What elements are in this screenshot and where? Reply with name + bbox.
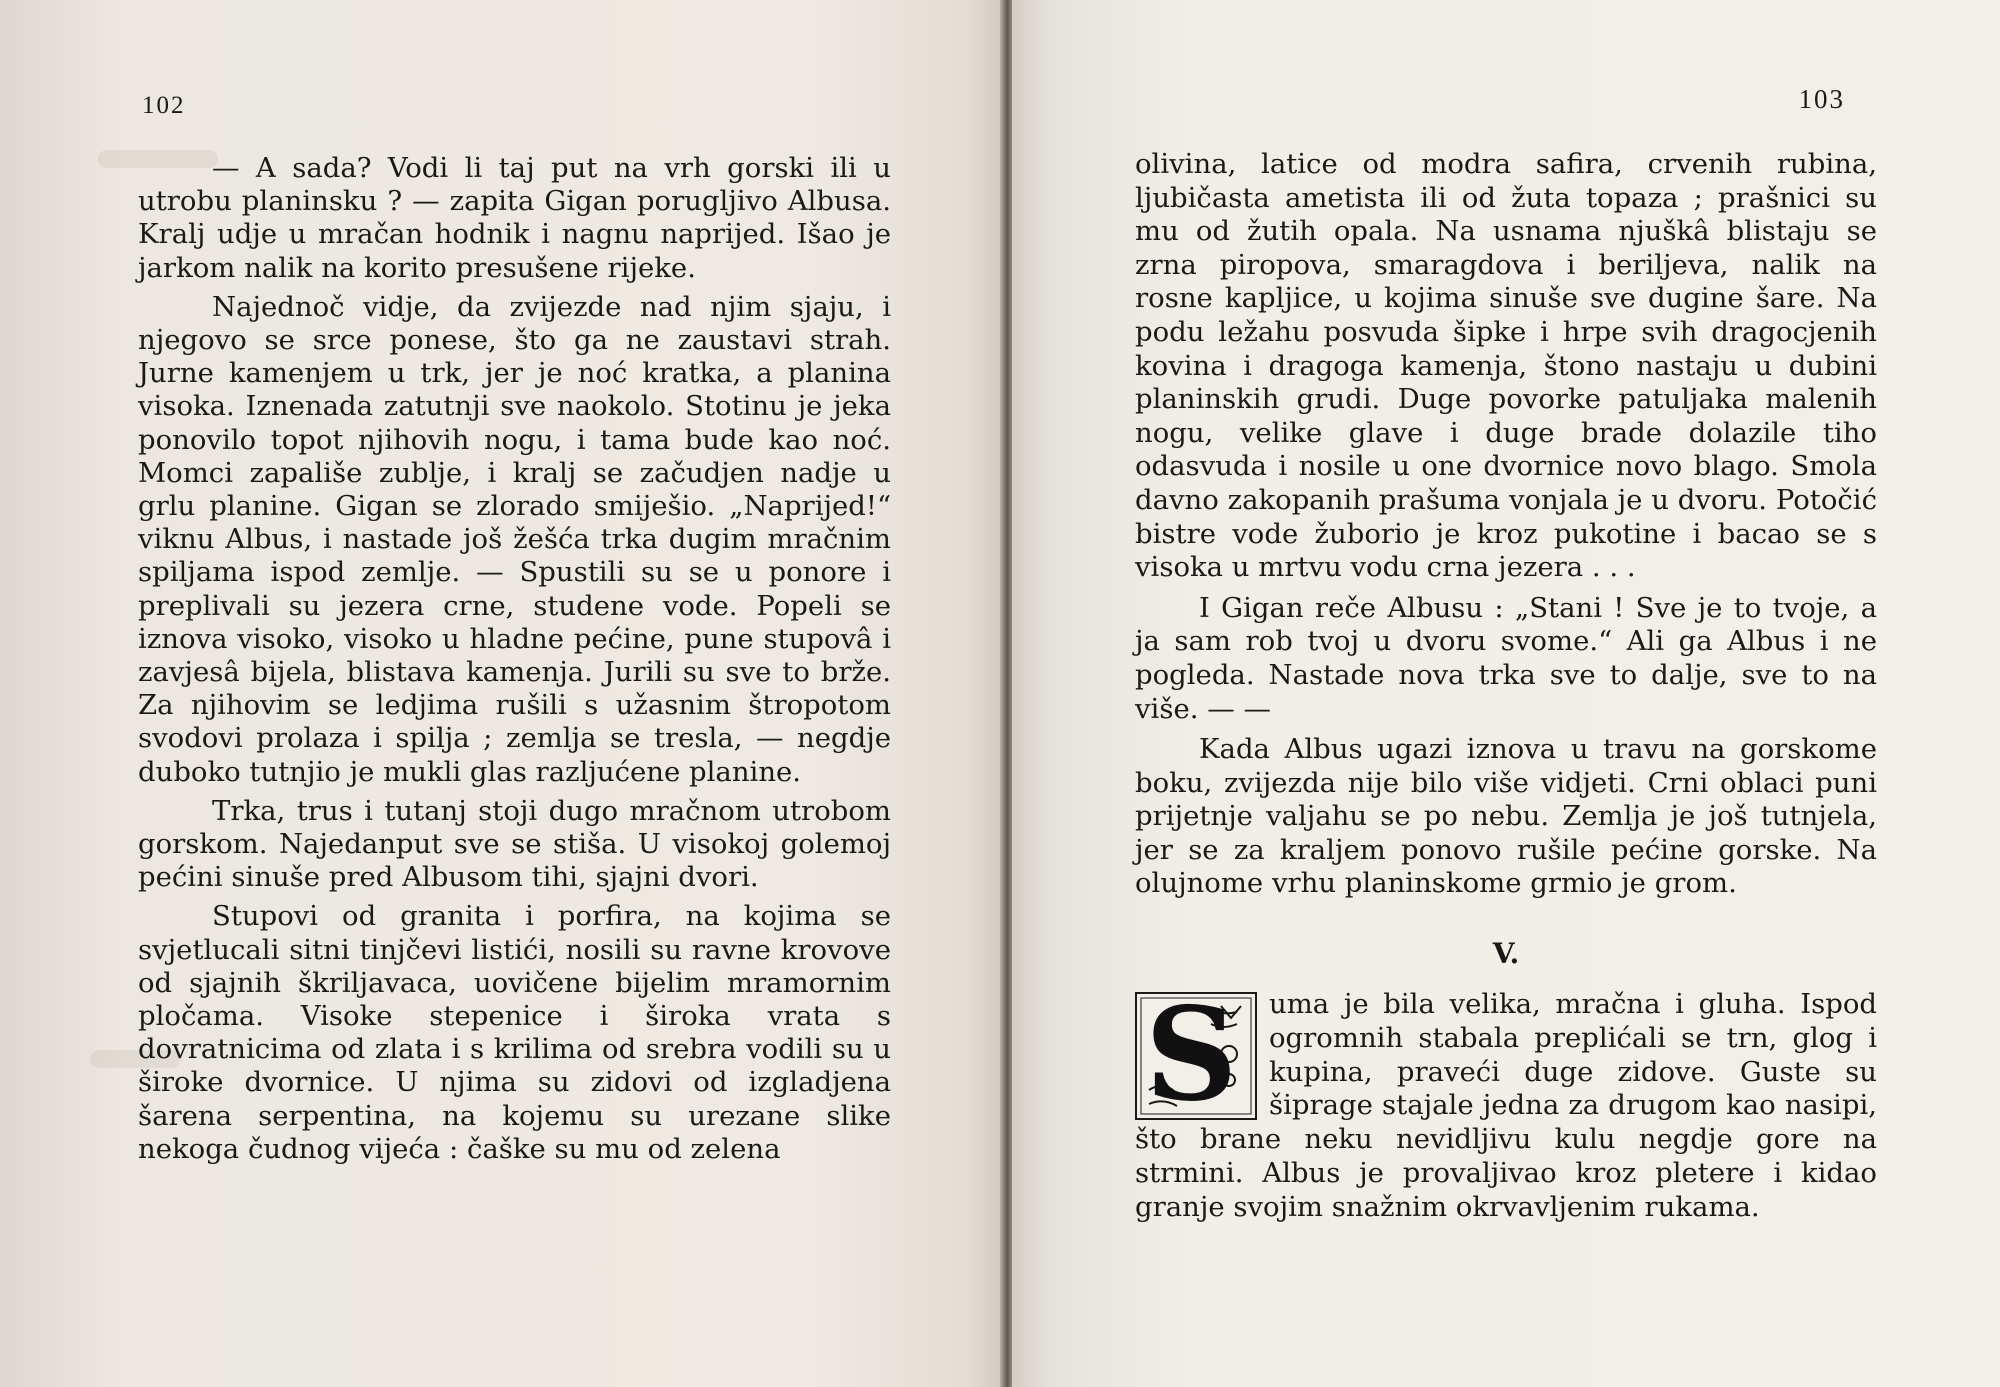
paragraph: Stupovi od granita i porfira, na kojima se svjetlucali sitni tinjčevi listići, nosili su ravne krovove od sjajnih škriljavaca, uovičene bijelim mramornim pločama. Visoke stepenice i široka vrata s dovratnicima od zlata i s krilima od srebra vodili su u široke dvornice. U njima su zidovi od izgladjena šarena serpentina, na kojemu su urezane slike nekoga čudnog vijeća : čaške su mu od zelena xyxy=(138,900,891,1165)
chapter-body xyxy=(1135,980,1877,1225)
paragraph: I Gigan reče Albusu : „Stani ! Sve je to tvoje, a ja sam rob tvoj u dvoru svome.“ Ali ga Albus i ne pogleda. Nastade nova trka sve to dalje, sve to na više. — — xyxy=(1135,591,1877,725)
right-page xyxy=(1012,0,2000,1387)
chapter-paragraph: uma je bila velika, mračna i gluha. Ispod ogromnih stabala preplićali se trn, glog i kupina, praveći duge zidove. Guste su šiprage stajale jedna za drugom kao nasipi, što brane neku nevidljivu kulu negdje gore na strmini. Albus je provaljivao kroz pletere i kidao granje svojim snažnim okrvavljenim rukama. xyxy=(1135,988,1877,1223)
body-text xyxy=(138,152,891,1172)
ornamental-drop-cap xyxy=(1135,980,1257,1130)
body-text xyxy=(1135,148,1877,908)
page-number: 102 xyxy=(142,92,186,119)
paragraph: Trka, trus i tutanj stoji dugo mračnom utrobom gorskom. Najedanput sve se stiša. U visokoj golemoj pećini sinuše pred Albusom tihi, sjajni dvori. xyxy=(138,794,891,894)
paragraph: Kada Albus ugazi iznova u travu na gorskome boku, zvijezda nije bilo više vidjeti. Crni oblaci puni prijetnje valjahu se po nebu. Zemlja je još tutnjela, jer se za kraljem ponovo rušile pećine gorske. Na olujnome vrhu planinskome grmio je grom. xyxy=(1135,733,1877,900)
paragraph: Najednoč vidje, da zvijezde nad njim sjaju, i njegovo se srce ponese, što ga ne zaustavi strah. Jurne kamenjem u trk, jer je noć kratka, a planina visoka. Iznenada zatutnji sve naokolo. Stotinu je jeka ponovilo topot njihovih nogu, i tama bude kao noć. Momci zapališe zublje, i kralj se začudjen nadje u grlu planine. Gigan se zlorado smiješio. „Naprijed!“ viknu Albus, i nastade još žešća trka dugim mračnim spiljama ispod zemlje. — Spustili su se u ponore i preplivali su jezera crne, studene vode. Popeli se iznova visoko, visoko u hladne pećine, pune stupovâ i zavjesâ bijela, blistava kamenja. Jurili su sve to brže. Za njihovim se ledjima rušili s užasnim štropotom svodovi prolaza i spilja ; zemlja se tresla, — negdje duboko tutnjio je mukli glas razljućene planine. xyxy=(138,290,891,788)
paragraph: — A sada? Vodi li taj put na vrh gorski ili u utrobu planinsku ? — zapita Gigan porugljivo Albusa. Kralj udje u mračan hodnik i nagnu naprijed. Išao je jarkom nalik na korito presušene rijeke. xyxy=(138,152,891,284)
page-number: 103 xyxy=(1798,84,1845,114)
drop-cap-letter: S xyxy=(1145,980,1238,1130)
chapter-heading: V. xyxy=(1492,937,1520,970)
paragraph: olivina, latice od modra safira, crvenih rubina, ljubičasta ametista ili od žuta topaza ; prašnici su mu od žutih opala. Na usnama njuškâ blistaju se zrna piropova, smaragdova i beriljeva, nalik na rosne kapljice, u kojima sinuše sve dugine šare. Na podu ležahu posvuda šipke i hrpe svih dragocjenih kovina i dragoga kamenja, štono nastaju u dubini planinskih grudi. Duge povorke patuljaka malenih nogu, velike glave i duge brade dolazile tiho odasvuda i nosile u one dvornice novo blago. Smola davno zakopanih prašuma vonjala je u dvoru. Potočić bistre vode žuborio je kroz pukotine i bacao se s visoka u mrtvu vodu crna jezera . . . xyxy=(1135,148,1877,584)
